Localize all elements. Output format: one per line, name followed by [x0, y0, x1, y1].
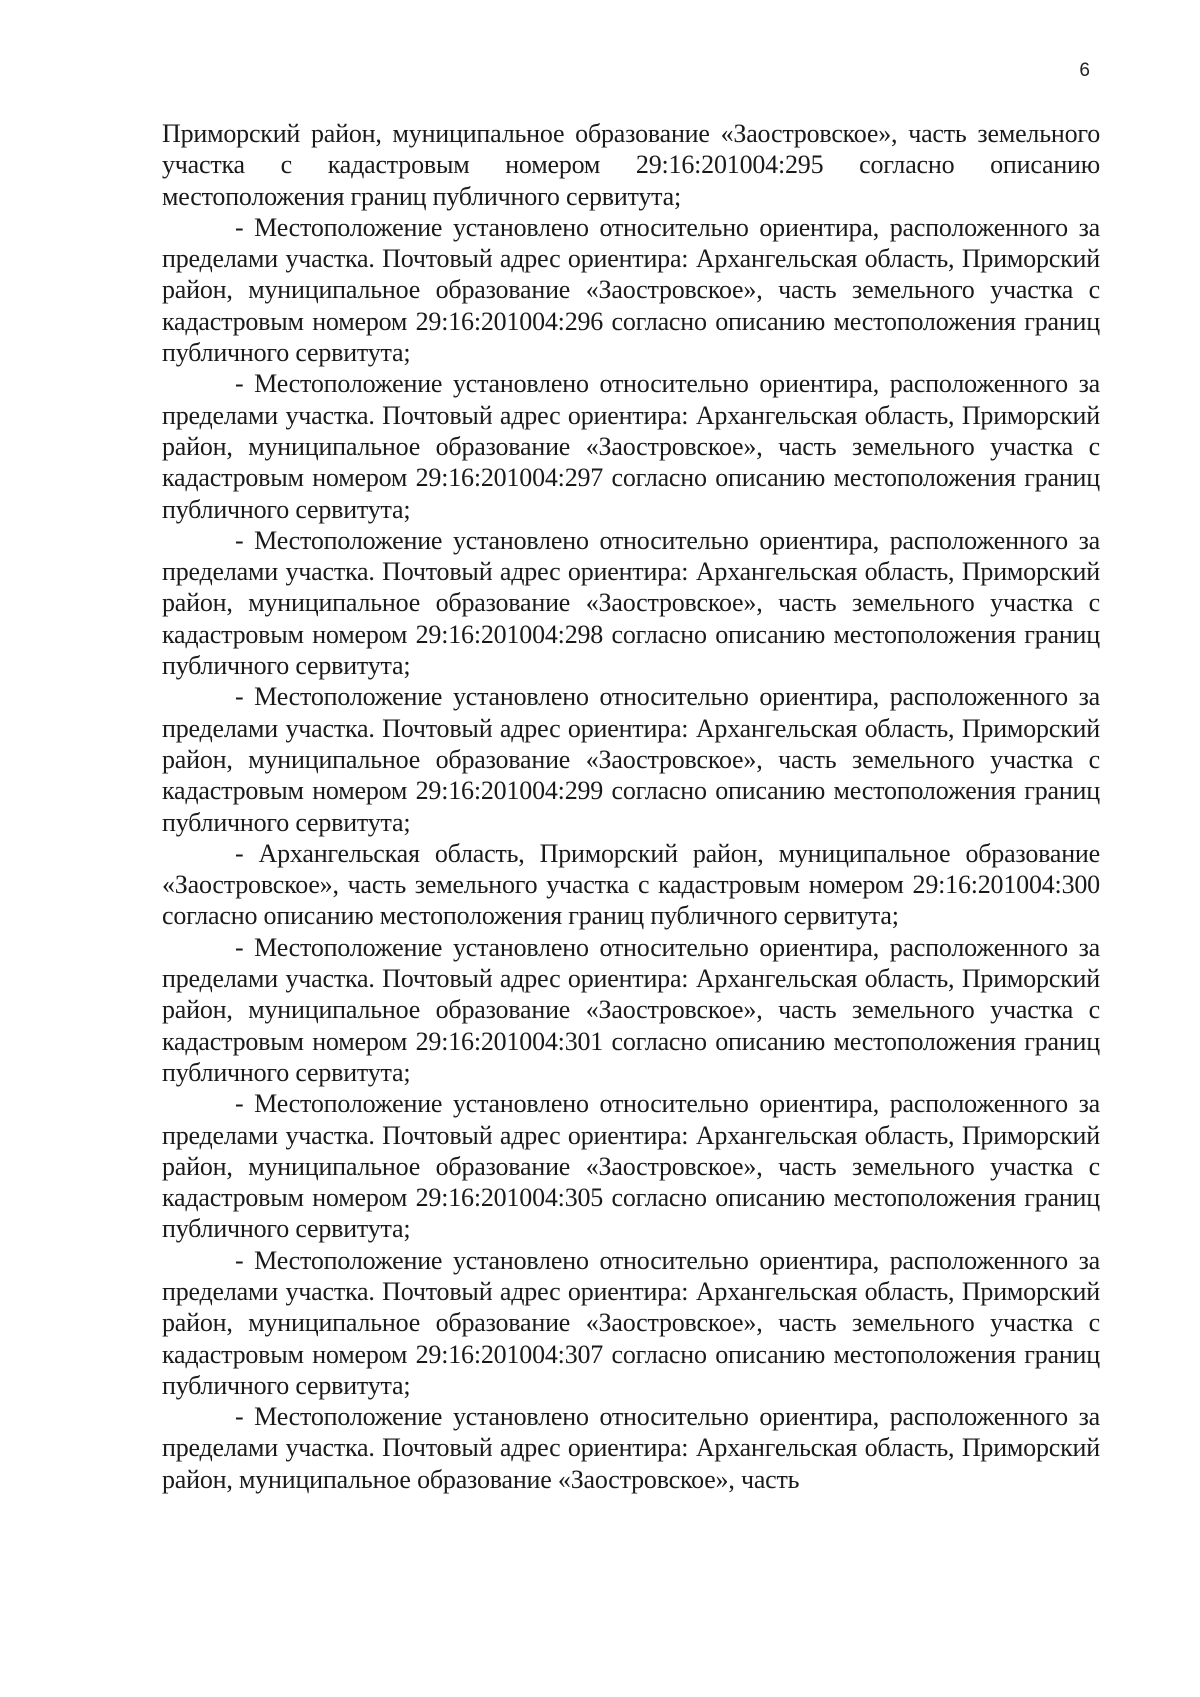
- paragraph: - Местоположение установлено относительно ориентира, расположенного за пределами участка. Почтовый адрес ориентира: Архангельская область, Приморский район, муниципальное образование «Заостровское», часть земельного участка с кадастровым номером 29:16:201004:305 согласно описанию местоположения границ публичного сервитута;: [162, 1089, 1100, 1244]
- paragraph: - Местоположение установлено относительно ориентира, расположенного за пределами участка. Почтовый адрес ориентира: Архангельская область, Приморский район, муниципальное образование «Заостровское», часть земельного участка с кадастровым номером 29:16:201004:298 согласно описанию местоположения границ публичного сервитута;: [162, 525, 1100, 681]
- page-number: 6: [1079, 60, 1090, 81]
- paragraph: - Местоположение установлено относительно ориентира, расположенного за пределами участка. Почтовый адрес ориентира: Архангельская область, Приморский район, муниципальное образование «Заостровское», часть земельного участка с кадастровым номером 29:16:201004:307 согласно описанию местоположения границ публичного сервитута;: [162, 1245, 1100, 1400]
- paragraph: - Местоположение установлено относительно ориентира, расположенного за пределами участка. Почтовый адрес ориентира: Архангельская область, Приморский район, муниципальное образование «Заостровское», часть земельного участка с кадастровым номером 29:16:201004:299 согласно описанию местоположения границ публичного сервитута;: [162, 682, 1100, 837]
- paragraph: - Местоположение установлено относительно ориентира, расположенного за пределами участка. Почтовый адрес ориентира: Архангельская область, Приморский район, муниципальное образование «Заостровское», часть земельного участка с кадастровым номером 29:16:201004:297 согласно описанию местоположения границ публичного сервитута;: [162, 369, 1100, 524]
- document-body: [162, 118, 1100, 1495]
- paragraph: - Местоположение установлено относительно ориентира, расположенного за пределами участка. Почтовый адрес ориентира: Архангельская область, Приморский район, муниципальное образование «Заостровское», часть: [162, 1402, 1100, 1494]
- paragraph: - Архангельская область, Приморский район, муниципальное образование «Заостровское», часть земельного участка с кадастровым номером 29:16:201004:300 согласно описанию местоположения границ публичного сервитута;: [162, 838, 1100, 931]
- paragraph: Приморский район, муниципальное образование «Заостровское», часть земельного участка с кадастровым номером 29:16:201004:295 согласно описанию местоположения границ публичного сервитута;: [162, 119, 1100, 211]
- paragraph: - Местоположение установлено относительно ориентира, расположенного за пределами участка. Почтовый адрес ориентира: Архангельская область, Приморский район, муниципальное образование «Заостровское», часть земельного участка с кадастровым номером 29:16:201004:296 согласно описанию местоположения границ публичного сервитута;: [162, 212, 1100, 368]
- paragraph: - Местоположение установлено относительно ориентира, расположенного за пределами участка. Почтовый адрес ориентира: Архангельская область, Приморский район, муниципальное образование «Заостровское», часть земельного участка с кадастровым номером 29:16:201004:301 согласно описанию местоположения границ публичного сервитута;: [162, 932, 1100, 1087]
